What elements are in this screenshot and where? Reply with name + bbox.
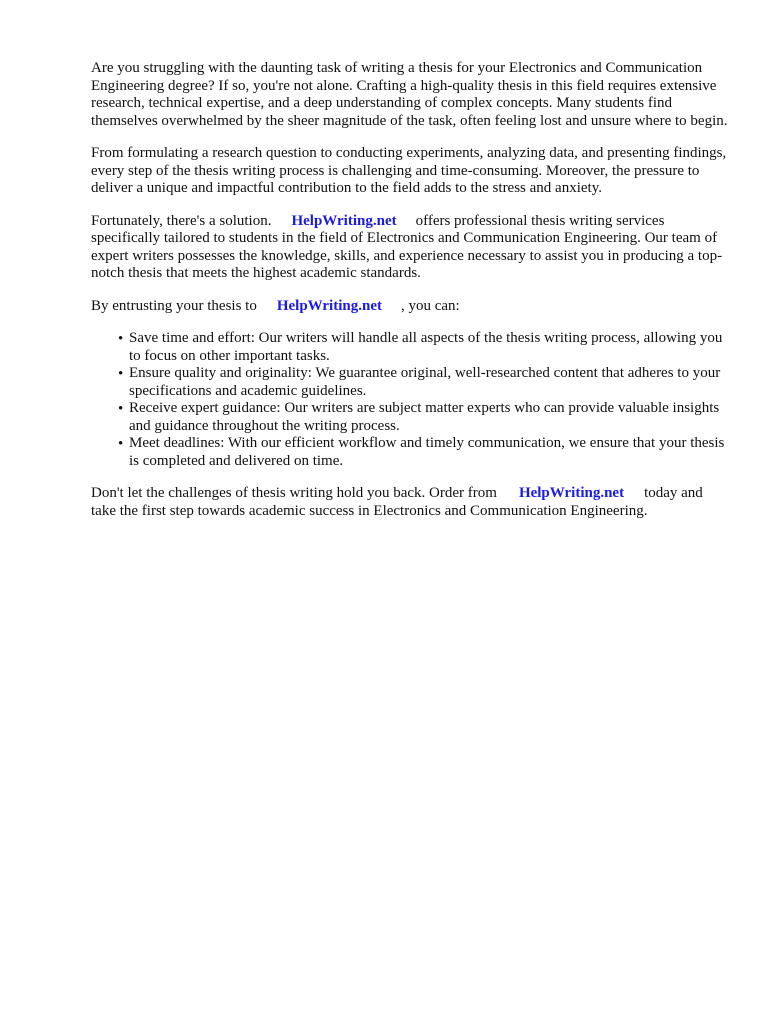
document-body <box>91 60 731 535</box>
solution-paragraph <box>91 213 731 283</box>
list-item <box>91 365 731 400</box>
entrust-text-before: By entrusting your thesis to <box>91 297 257 314</box>
list-item <box>91 330 731 365</box>
list-item <box>91 400 731 435</box>
entrust-text-after: , you can: <box>400 297 460 314</box>
intro-paragraph: Are you struggling with the daunting task of writing a thesis for your Electronics and Communication Engineering degree? If so, you're not alone. Crafting a high-quality thesis in this field requires extensive research, technical expertise, and a deep understanding of complex concepts. Many students find themselves overwhelmed by the sheer magnitude of the task, often feeling lost and unsure where to begin. <box>91 60 728 129</box>
list-item-text: Ensure quality and originality: We guarantee original, well-researched content that adheres to your specifications and academic guidelines. <box>129 365 721 399</box>
entrust-paragraph <box>91 298 731 316</box>
benefits-list <box>91 330 731 470</box>
bullet-icon: • <box>118 366 124 382</box>
process-paragraph: From formulating a research question to conducting experiments, analyzing data, and presenting findings, every step of the thesis writing process is challenging and time-consuming. Moreover, the pressure to deliver a unique and impactful contribution to the field adds to the stress and anxiety. <box>91 145 727 196</box>
closing-paragraph <box>91 485 731 520</box>
list-item-text: Save time and effort: Our writers will handle all aspects of the thesis writing process, allowing you to focus on other important tasks. <box>129 330 723 364</box>
closing-text-after: today and take the first step towards academic success in Electronics and Communication Engineering. <box>91 485 703 519</box>
solution-text-after: offers professional thesis writing services specifically tailored to students in the field of Electronics and Communication Engineering. Our team of expert writers possesses the knowledge, skills, and experience necessary to assist you in producing a top-notch thesis that meets the highest academic standards. <box>91 212 723 281</box>
bullet-icon: • <box>118 401 124 417</box>
helpwriting-link[interactable]: HelpWriting.net <box>518 485 625 501</box>
closing-text-before: Don't let the challenges of thesis writing hold you back. Order from <box>91 485 497 501</box>
bullet-icon: • <box>118 436 124 452</box>
list-item <box>91 435 731 470</box>
solution-text-before: Fortunately, there's a solution. <box>91 212 272 229</box>
list-item-text: Receive expert guidance: Our writers are subject matter experts who can provide valuable insights and guidance throughout the writing process. <box>129 400 720 434</box>
helpwriting-link[interactable]: HelpWriting.net <box>291 212 397 229</box>
helpwriting-link[interactable]: HelpWriting.net <box>276 297 382 314</box>
bullet-icon: • <box>118 331 124 347</box>
list-item-text: Meet deadlines: With our efficient workflow and timely communication, we ensure that your thesis is completed and delivered on time. <box>129 435 725 469</box>
